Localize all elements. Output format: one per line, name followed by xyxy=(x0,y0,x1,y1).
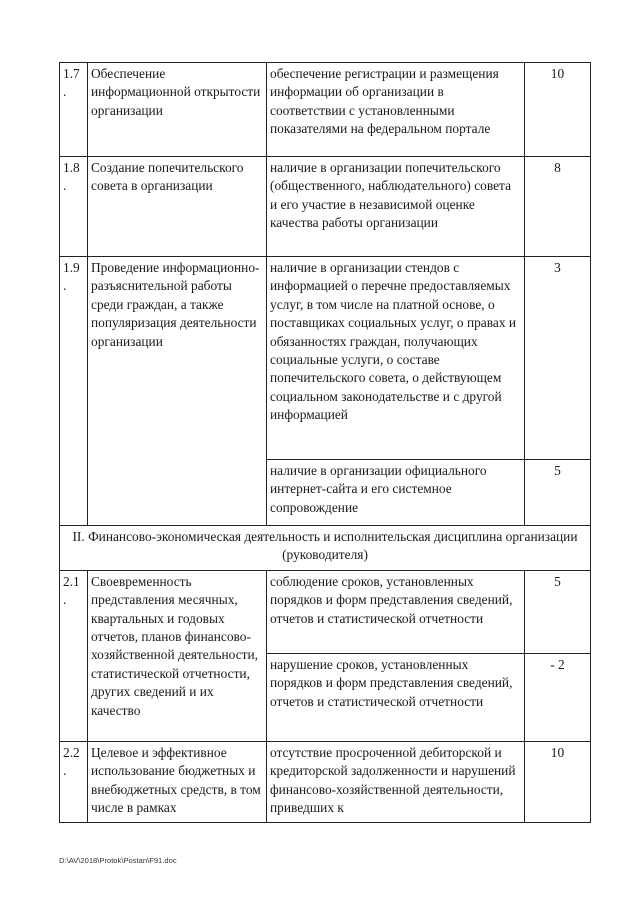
file-path-footer: D:\AV\2018\Protok\Postan\F91.doc xyxy=(59,856,177,865)
criterion-text: отсутствие просроченной дебиторской и кредиторской задолженности и нарушений финансово-хозяйственной деятельности, приведших к xyxy=(267,741,525,823)
indicator-name: Проведение информационно-разъяснительной работы среди граждан, а также популяризация деятельности организации xyxy=(88,257,267,526)
table-row-1-9 xyxy=(60,257,591,460)
points-value: 10 xyxy=(525,741,591,823)
table-row-2-1 xyxy=(60,570,591,653)
table-row-1-8 xyxy=(60,157,591,257)
points-value: 5 xyxy=(525,460,591,526)
section-header-row xyxy=(60,526,591,571)
criterion-text: нарушение сроков, установленных порядков и форм представления сведений, отчетов и статистической отчетности xyxy=(267,653,525,741)
criterion-text: наличие в организации официального интернет-сайта и его системное сопровождение xyxy=(267,460,525,526)
table-row-1-7 xyxy=(60,63,591,157)
row-number: 1.7 . xyxy=(60,63,88,157)
row-number: 2.1 . xyxy=(60,570,88,741)
points-value: 3 xyxy=(525,257,591,460)
points-value: - 2 xyxy=(525,653,591,741)
indicator-name: Своевременность представления месячных, квартальных и годовых отчетов, планов финансово-хозяйственной деятельности, статистической отчетности, других сведений и их качество xyxy=(88,570,267,741)
criterion-text: наличие в организации стендов с информацией о перечне предоставляемых услуг, в том числе на платной основе, о поставщиках социальных услуг, о правах и обязанностях граждан, получающих социальные услуги, о составе попечительского совета, о действующем социальном законодательстве и с другой информацией xyxy=(267,257,525,460)
indicator-name: Обеспечение информационной открытости организации xyxy=(88,63,267,157)
points-value: 8 xyxy=(525,157,591,257)
row-number: 2.2 . xyxy=(60,741,88,823)
criteria-table xyxy=(59,62,591,823)
table-row-2-2 xyxy=(60,741,591,823)
row-number: 1.9 . xyxy=(60,257,88,526)
indicator-name: Целевое и эффективное использование бюджетных и внебюджетных средств, в том числе в рамках xyxy=(88,741,267,823)
points-value: 10 xyxy=(525,63,591,157)
section-title: II. Финансово-экономическая деятельность и исполнительская дисциплина организации (руководителя) xyxy=(60,526,591,571)
criterion-text: соблюдение сроков, установленных порядков и форм представления сведений, отчетов и статистической отчетности xyxy=(267,570,525,653)
indicator-name: Создание попечительского совета в организации xyxy=(88,157,267,257)
criterion-text: обеспечение регистрации и размещения информации об организации в соответствии с установленными показателями на федеральном портале xyxy=(267,63,525,157)
criterion-text: наличие в организации попечительского (общественного, наблюдательного) совета и его участие в независимой оценке качества работы организации xyxy=(267,157,525,257)
points-value: 5 xyxy=(525,570,591,653)
row-number: 1.8 . xyxy=(60,157,88,257)
